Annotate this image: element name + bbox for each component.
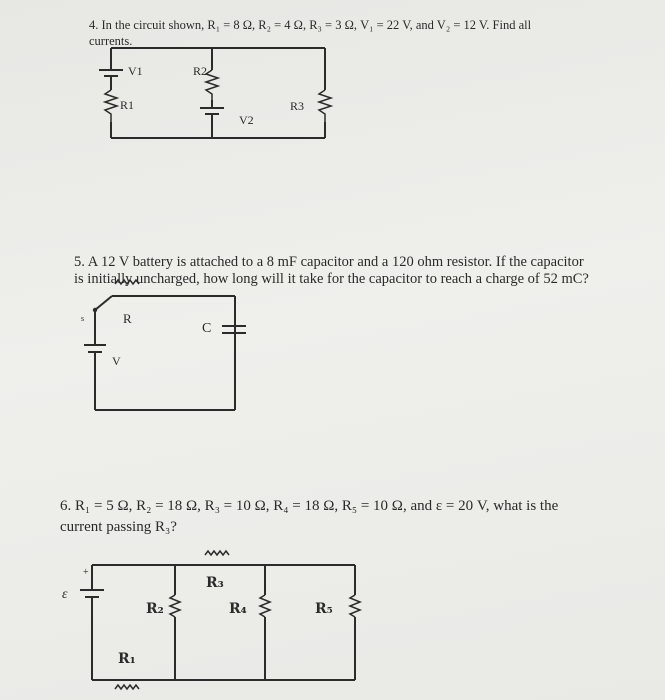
label-r: R <box>123 311 132 326</box>
resistor-r1-4 <box>105 90 117 122</box>
problem-5-text-line1: 5. A 12 V battery is attached to a 8 mF capacitor and a 120 ohm resistor. If the capacitor <box>74 254 584 270</box>
resistor-r1-6 <box>115 685 139 689</box>
label-v: V <box>112 354 121 368</box>
problem-4-text-line2: currents. <box>89 34 133 48</box>
label-v1: V1 <box>128 64 143 78</box>
label-r2-6: R₂ <box>146 601 164 617</box>
label-r2: R2 <box>193 64 208 78</box>
problem-5-text-line2: is initially uncharged, how long will it take for the capacitor to reach a charge of 52 mC? <box>74 271 589 287</box>
label-v2: V2 <box>239 113 254 127</box>
label-r1-6: R₁ <box>118 651 136 667</box>
problem-6-text-line1: 6. R₁ = 5 Ω, R₂ = 18 Ω, R₃ = 10 Ω, R₄ = 18 Ω, R₅ = 10 Ω, and ε = 20 V, what is the <box>60 498 559 514</box>
resistor-r4-6 <box>260 595 270 617</box>
resistor-r5-6 <box>350 595 360 617</box>
resistor-r3-6 <box>205 551 229 555</box>
resistor-r2-6 <box>170 595 180 617</box>
resistor-r2-4 <box>206 70 218 100</box>
label-r1: R1 <box>120 98 135 112</box>
label-r4-6: R₄ <box>229 601 247 617</box>
resistor-r3-4 <box>319 90 331 122</box>
label-c: C <box>202 321 212 336</box>
problem-6-text-line2: current passing R₃? <box>60 519 177 535</box>
label-plus: + <box>83 567 89 578</box>
circuit-4-wires <box>99 48 331 138</box>
label-r5-6: R₅ <box>315 601 333 617</box>
problem-4-text-line1: 4. In the circuit shown, R₁ = 8 Ω, R₂ = 4 Ω, R₃ = 3 Ω, V₁ = 22 V, and V₂ = 12 V. Find all <box>89 18 532 32</box>
label-switch: s <box>81 314 85 323</box>
label-r3-6: R₃ <box>206 575 224 591</box>
label-r3: R3 <box>290 99 305 113</box>
circuit-5-wires <box>84 280 246 410</box>
label-emf: ε <box>62 587 68 602</box>
circuit-6-wires <box>80 551 360 689</box>
